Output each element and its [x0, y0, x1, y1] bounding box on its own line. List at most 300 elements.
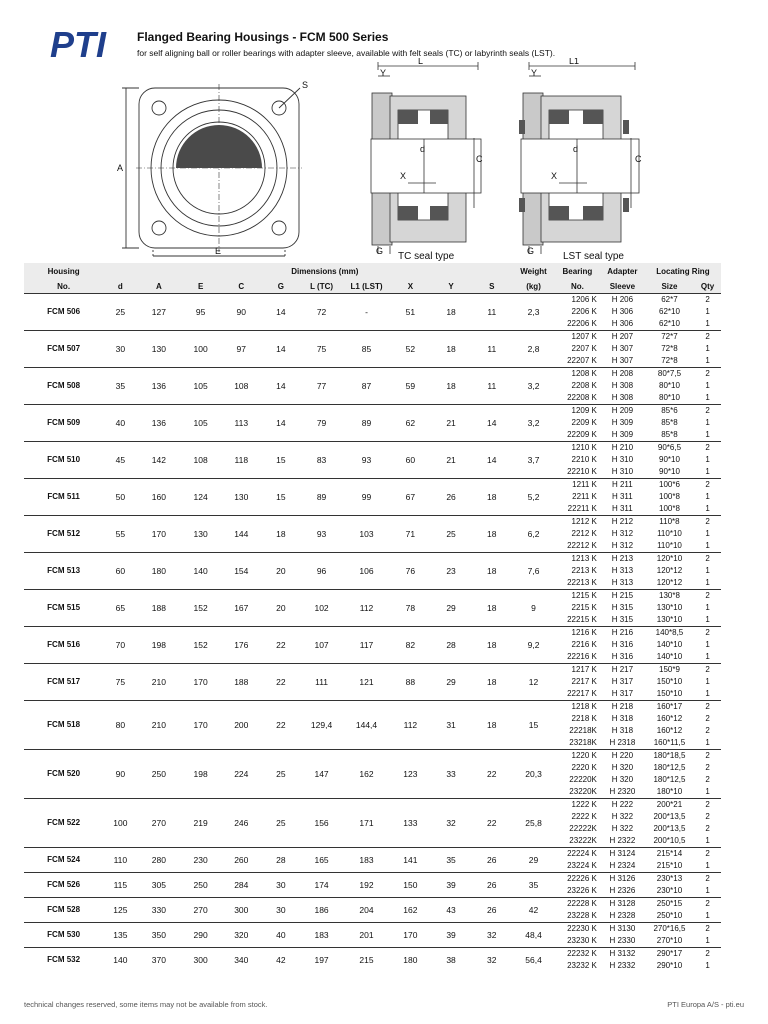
- table-header-row-2: [24, 280, 721, 293]
- dim-l: 83: [300, 441, 343, 478]
- dim-g: 25: [262, 798, 301, 847]
- adapter-sleeve: H 312: [611, 528, 634, 538]
- dim-d: 70: [103, 626, 137, 663]
- dim-g: 40: [262, 922, 301, 947]
- pti-logo: [48, 24, 126, 64]
- dim-e: 270: [180, 897, 221, 922]
- bearing-no: 2213 K: [571, 565, 597, 575]
- dim-d: 35: [103, 367, 137, 404]
- adapter-sleeve: H 308: [611, 392, 634, 402]
- table-row: [24, 404, 721, 417]
- tc-label-c: C: [476, 154, 483, 164]
- ring-qty: 2: [694, 947, 721, 960]
- bearing-no: 23220K: [569, 786, 597, 796]
- adapter-sleeve: H 306: [611, 306, 634, 316]
- dim-c: 108: [221, 367, 262, 404]
- table-body: [24, 293, 721, 972]
- dim-e: 152: [180, 626, 221, 663]
- dim-y: 29: [431, 663, 472, 700]
- adapter-sleeve: H 207: [600, 330, 645, 343]
- housing-no: FCM 518: [24, 700, 103, 749]
- dim-x: 170: [390, 922, 431, 947]
- dim-x: 141: [390, 847, 431, 872]
- dim-kg: 42: [512, 897, 555, 922]
- dim-c: 340: [221, 947, 262, 972]
- ring-qty: 2: [705, 762, 710, 772]
- ring-size: 100*8: [659, 491, 680, 501]
- adapter-sleeve: H 2318: [609, 737, 636, 747]
- table-row: [24, 441, 721, 454]
- dim-d: 55: [103, 515, 137, 552]
- dim-s: 32: [471, 922, 512, 947]
- adapter-sleeve: H 311: [611, 503, 633, 513]
- dim-d: 140: [103, 947, 137, 972]
- bearing-no: 22207 K: [567, 355, 597, 365]
- ring-qty: 2: [694, 293, 721, 306]
- column-header: G: [262, 280, 301, 293]
- adapter-sleeve: H 222: [600, 798, 645, 811]
- ring-qty: 2: [694, 872, 721, 885]
- dim-a: 127: [137, 293, 180, 330]
- bearing-no: 22211 K: [567, 503, 597, 513]
- dim-a: 160: [137, 478, 180, 515]
- dim-x: 60: [390, 441, 431, 478]
- adapter-sleeve: H 317: [611, 688, 634, 698]
- ring-size: 160*12: [656, 725, 683, 735]
- dim-s: 18: [471, 700, 512, 749]
- table-row: [24, 700, 721, 713]
- ring-size: 120*12: [656, 577, 683, 587]
- table-row: [24, 947, 721, 960]
- bearing-no: 23226 K: [567, 885, 597, 895]
- housing-no: FCM 526: [24, 872, 103, 897]
- dim-a: 180: [137, 552, 180, 589]
- ring-size: 140*10: [656, 639, 683, 649]
- bearing-no: 1213 K: [555, 552, 600, 565]
- dim-kg: 48,4: [512, 922, 555, 947]
- ring-qty: 2: [705, 811, 710, 821]
- dim-c: 188: [221, 663, 262, 700]
- dim-e: 140: [180, 552, 221, 589]
- dim-kg: 35: [512, 872, 555, 897]
- bearing-no: 1208 K: [555, 367, 600, 380]
- bearing-no: 23224 K: [567, 860, 597, 870]
- dim-x: 82: [390, 626, 431, 663]
- dim-d: 125: [103, 897, 137, 922]
- bearing-no: 23230 K: [567, 935, 597, 945]
- front-view-drawing: [116, 58, 312, 258]
- dim-l: 107: [300, 626, 343, 663]
- dim-e: 105: [180, 367, 221, 404]
- bearing-no: 22222K: [569, 823, 597, 833]
- bearing-no: 22209 K: [567, 429, 597, 439]
- adapter-sleeve: H 3132: [600, 947, 645, 960]
- dim-l1: 112: [343, 589, 390, 626]
- dim-d: 115: [103, 872, 137, 897]
- bearing-no: 2207 K: [571, 343, 597, 353]
- ring-qty: 1: [705, 935, 710, 945]
- bearing-no: 2211 K: [572, 491, 597, 501]
- adapter-sleeve: H 206: [600, 293, 645, 306]
- bearing-no: 2222 K: [571, 811, 597, 821]
- table-row: [24, 293, 721, 306]
- housing-no: FCM 517: [24, 663, 103, 700]
- dim-a: 270: [137, 798, 180, 847]
- adapter-sleeve: H 312: [611, 540, 634, 550]
- dim-s: 14: [471, 404, 512, 441]
- dim-x: 162: [390, 897, 431, 922]
- bearing-no: 22218K: [569, 725, 597, 735]
- dim-y: 21: [431, 404, 472, 441]
- ring-size: 160*11,5: [653, 737, 686, 747]
- adapter-sleeve: H 215: [600, 589, 645, 602]
- ring-qty: 2: [694, 589, 721, 602]
- ring-size: 72*8: [661, 343, 678, 353]
- adapter-sleeve: H 316: [611, 651, 634, 661]
- dim-s: 18: [471, 552, 512, 589]
- dim-s: 18: [471, 589, 512, 626]
- dim-kg: 3,2: [512, 367, 555, 404]
- bearing-no: 1207 K: [555, 330, 600, 343]
- dim-g: 14: [262, 367, 301, 404]
- ring-qty: 1: [705, 306, 710, 316]
- dim-kg: 12: [512, 663, 555, 700]
- bearing-no: 22206 K: [567, 318, 597, 328]
- dim-x: 150: [390, 872, 431, 897]
- adapter-sleeve: H 313: [611, 577, 634, 587]
- dim-y: 43: [431, 897, 472, 922]
- dim-e: 170: [180, 663, 221, 700]
- dim-x: 123: [390, 749, 431, 798]
- ring-size: 150*10: [656, 688, 683, 698]
- dim-l: 102: [300, 589, 343, 626]
- dim-x: 52: [390, 330, 431, 367]
- dim-a: 330: [137, 897, 180, 922]
- dim-x: 112: [390, 700, 431, 749]
- dim-e: 130: [180, 515, 221, 552]
- dim-l1: 144,4: [343, 700, 390, 749]
- dim-y: 23: [431, 552, 472, 589]
- dim-l1: 192: [343, 872, 390, 897]
- dim-e: 95: [180, 293, 221, 330]
- table-row: [24, 922, 721, 935]
- ring-size: 150*10: [656, 676, 683, 686]
- ring-size: 90*6,5: [645, 441, 694, 454]
- ring-qty: 1: [705, 355, 710, 365]
- ring-size: 72*7: [645, 330, 694, 343]
- housing-no: FCM 510: [24, 441, 103, 478]
- dim-g: 14: [262, 293, 301, 330]
- ring-size: 200*10,5: [653, 835, 686, 845]
- label-e: E: [215, 246, 222, 256]
- ring-qty: 2: [694, 700, 721, 713]
- dim-y: 18: [431, 330, 472, 367]
- dim-a: 370: [137, 947, 180, 972]
- ring-size: 200*13,5: [653, 823, 686, 833]
- dim-y: 18: [431, 293, 472, 330]
- ring-qty: 1: [705, 688, 710, 698]
- table-row: [24, 589, 721, 602]
- ring-size: 90*10: [659, 454, 680, 464]
- dim-g: 25: [262, 749, 301, 798]
- ring-qty: 1: [705, 343, 710, 353]
- dim-x: 62: [390, 404, 431, 441]
- table-row: [24, 330, 721, 343]
- dim-s: 11: [471, 367, 512, 404]
- dim-e: 124: [180, 478, 221, 515]
- housing-no: FCM 508: [24, 367, 103, 404]
- dim-e: 152: [180, 589, 221, 626]
- adapter-sleeve: H 2324: [609, 860, 636, 870]
- ring-size: 200*21: [645, 798, 694, 811]
- ring-size: 110*10: [657, 540, 682, 550]
- housing-no: FCM 506: [24, 293, 103, 330]
- adapter-sleeve: H 322: [611, 811, 634, 821]
- ring-size: 120*12: [656, 565, 683, 575]
- housing-no: FCM 522: [24, 798, 103, 847]
- dim-d: 135: [103, 922, 137, 947]
- table-header-row-1: [24, 263, 721, 280]
- dim-x: 51: [390, 293, 431, 330]
- dim-x: 78: [390, 589, 431, 626]
- adapter-sleeve: H 2320: [609, 786, 636, 796]
- ring-size: 130*10: [656, 614, 683, 624]
- ring-qty: 2: [694, 404, 721, 417]
- dim-c: 144: [221, 515, 262, 552]
- dim-g: 22: [262, 700, 301, 749]
- ring-size: 72*8: [661, 355, 678, 365]
- dim-g: 14: [262, 404, 301, 441]
- bearing-no: 22220K: [569, 774, 597, 784]
- dim-y: 18: [431, 367, 472, 404]
- column-header: A: [137, 280, 180, 293]
- dim-s: 22: [471, 749, 512, 798]
- dim-d: 40: [103, 404, 137, 441]
- table-row: [24, 847, 721, 860]
- tc-label-g: G: [376, 246, 384, 256]
- ring-size: 270*10: [656, 935, 683, 945]
- adapter-sleeve: H 307: [611, 343, 634, 353]
- dim-d: 30: [103, 330, 137, 367]
- column-header: Size: [645, 280, 694, 293]
- dim-l1: 215: [343, 947, 390, 972]
- ring-qty: 1: [705, 491, 710, 501]
- ring-size: 230*10: [656, 885, 683, 895]
- tc-section-drawing: [366, 58, 486, 258]
- dim-a: 350: [137, 922, 180, 947]
- dim-l: 93: [300, 515, 343, 552]
- dim-g: 15: [262, 478, 301, 515]
- bearing-no: 23218K: [569, 737, 597, 747]
- dim-s: 18: [471, 663, 512, 700]
- ring-qty: 1: [705, 860, 710, 870]
- dim-l: 77: [300, 367, 343, 404]
- dim-g: 28: [262, 847, 301, 872]
- dim-x: 180: [390, 947, 431, 972]
- bearing-no: 1220 K: [555, 749, 600, 762]
- ring-qty: 1: [705, 835, 710, 845]
- dim-l: 156: [300, 798, 343, 847]
- dim-y: 25: [431, 515, 472, 552]
- column-header: S: [471, 280, 512, 293]
- lst-label-g: G: [527, 246, 535, 256]
- dim-c: 154: [221, 552, 262, 589]
- dim-y: 33: [431, 749, 472, 798]
- dim-l1: 183: [343, 847, 390, 872]
- dim-g: 30: [262, 872, 301, 897]
- ring-size: 110*8: [645, 515, 694, 528]
- table-row: [24, 798, 721, 811]
- ring-qty: 1: [705, 639, 710, 649]
- dim-c: 176: [221, 626, 262, 663]
- dim-l: 79: [300, 404, 343, 441]
- bearing-no: 22216 K: [567, 651, 597, 661]
- ring-qty: 2: [694, 441, 721, 454]
- ring-qty: 1: [705, 392, 710, 402]
- bearing-no: 22232 K: [555, 947, 600, 960]
- ring-size: 120*10: [645, 552, 694, 565]
- dim-s: 18: [471, 626, 512, 663]
- dim-e: 170: [180, 700, 221, 749]
- adapter-sleeve: H 3128: [600, 897, 645, 910]
- lst-label-y: Y: [531, 68, 538, 78]
- bearing-no: 22224 K: [555, 847, 600, 860]
- dim-s: 11: [471, 330, 512, 367]
- bearing-no: 2210 K: [571, 454, 597, 464]
- dim-l: 186: [300, 897, 343, 922]
- bearing-no: 1206 K: [555, 293, 600, 306]
- dim-g: 30: [262, 897, 301, 922]
- adapter-sleeve: H 322: [611, 823, 634, 833]
- dim-l1: 121: [343, 663, 390, 700]
- adapter-sleeve: H 318: [611, 713, 634, 723]
- dim-l1: 204: [343, 897, 390, 922]
- ring-size: 80*10: [659, 392, 680, 402]
- header-housing: Housing: [24, 263, 103, 280]
- adapter-sleeve: H 317: [611, 676, 634, 686]
- housing-no: FCM 528: [24, 897, 103, 922]
- ring-size: 90*10: [659, 466, 680, 476]
- dim-s: 26: [471, 872, 512, 897]
- adapter-sleeve: H 211: [600, 478, 645, 491]
- dim-s: 18: [471, 478, 512, 515]
- dim-l: 129,4: [300, 700, 343, 749]
- ring-size: 140*8,5: [645, 626, 694, 639]
- ring-size: 62*10: [659, 318, 680, 328]
- lst-label-x: X: [551, 171, 558, 181]
- ring-qty: 2: [694, 922, 721, 935]
- bearing-no: 1222 K: [555, 798, 600, 811]
- adapter-sleeve: H 3130: [600, 922, 645, 935]
- lst-section-drawing: [515, 58, 645, 258]
- adapter-sleeve: H 210: [600, 441, 645, 454]
- adapter-sleeve: H 212: [600, 515, 645, 528]
- dim-l: 147: [300, 749, 343, 798]
- column-header: X: [390, 280, 431, 293]
- dim-l1: -: [343, 293, 390, 330]
- dim-a: 142: [137, 441, 180, 478]
- dim-l1: 171: [343, 798, 390, 847]
- table-row: [24, 515, 721, 528]
- page-subtitle: for self aligning ball or roller bearings with adapter sleeve, available with felt seals (TC) or labyrinth seals (LST).: [137, 48, 556, 58]
- ring-qty: 2: [694, 798, 721, 811]
- dim-g: 20: [262, 552, 301, 589]
- table-row: [24, 552, 721, 565]
- header-dimensions: Dimensions (mm): [137, 263, 512, 280]
- dim-d: 100: [103, 798, 137, 847]
- adapter-sleeve: H 309: [611, 417, 634, 427]
- ring-qty: 1: [705, 429, 710, 439]
- adapter-sleeve: H 306: [611, 318, 634, 328]
- dim-l1: 89: [343, 404, 390, 441]
- dim-a: 136: [137, 404, 180, 441]
- bearing-no: 2217 K: [571, 676, 597, 686]
- dim-d: 65: [103, 589, 137, 626]
- ring-size: 100*8: [659, 503, 680, 513]
- dim-x: 71: [390, 515, 431, 552]
- adapter-sleeve: H 307: [611, 355, 634, 365]
- adapter-sleeve: H 2330: [609, 935, 636, 945]
- dim-e: 198: [180, 749, 221, 798]
- footer-disclaimer: technical changes reserved, some items may not be available from stock.: [24, 1000, 268, 1009]
- dim-x: 67: [390, 478, 431, 515]
- dim-c: 320: [221, 922, 262, 947]
- adapter-sleeve: H 2322: [609, 835, 636, 845]
- ring-size: 62*10: [659, 306, 680, 316]
- tc-caption: TC seal type: [398, 251, 455, 262]
- dimensions-table: [24, 263, 721, 972]
- bearing-no: 2206 K: [571, 306, 597, 316]
- dim-l1: 106: [343, 552, 390, 589]
- dim-d: 50: [103, 478, 137, 515]
- bearing-no: 2212 K: [571, 528, 597, 538]
- label-s: S: [302, 80, 309, 90]
- table-row: [24, 872, 721, 885]
- dim-e: 290: [180, 922, 221, 947]
- column-header: L1 (LST): [343, 280, 390, 293]
- adapter-sleeve: H 209: [600, 404, 645, 417]
- dim-l: 165: [300, 847, 343, 872]
- column-header: Sleeve: [600, 280, 645, 293]
- ring-size: 230*13: [645, 872, 694, 885]
- adapter-sleeve: H 2328: [609, 910, 636, 920]
- dim-e: 108: [180, 441, 221, 478]
- table-row: [24, 478, 721, 491]
- ring-qty: 1: [705, 417, 710, 427]
- dim-l: 183: [300, 922, 343, 947]
- footer-company: PTI Europa A/S - pti.eu: [667, 1000, 744, 1009]
- dim-a: 280: [137, 847, 180, 872]
- ring-qty: 2: [694, 515, 721, 528]
- bearing-no: 2220 K: [571, 762, 597, 772]
- column-header: Y: [431, 280, 472, 293]
- dim-y: 39: [431, 872, 472, 897]
- dim-c: 118: [221, 441, 262, 478]
- ring-size: 215*10: [656, 860, 683, 870]
- dim-g: 42: [262, 947, 301, 972]
- dim-kg: 56,4: [512, 947, 555, 972]
- dim-c: 167: [221, 589, 262, 626]
- column-header: L (TC): [300, 280, 343, 293]
- dim-kg: 2,8: [512, 330, 555, 367]
- dim-c: 246: [221, 798, 262, 847]
- bearing-no: 22208 K: [567, 392, 597, 402]
- ring-qty: 2: [694, 552, 721, 565]
- ring-qty: 2: [694, 478, 721, 491]
- table-row: [24, 626, 721, 639]
- dim-y: 28: [431, 626, 472, 663]
- ring-size: 270*16,5: [645, 922, 694, 935]
